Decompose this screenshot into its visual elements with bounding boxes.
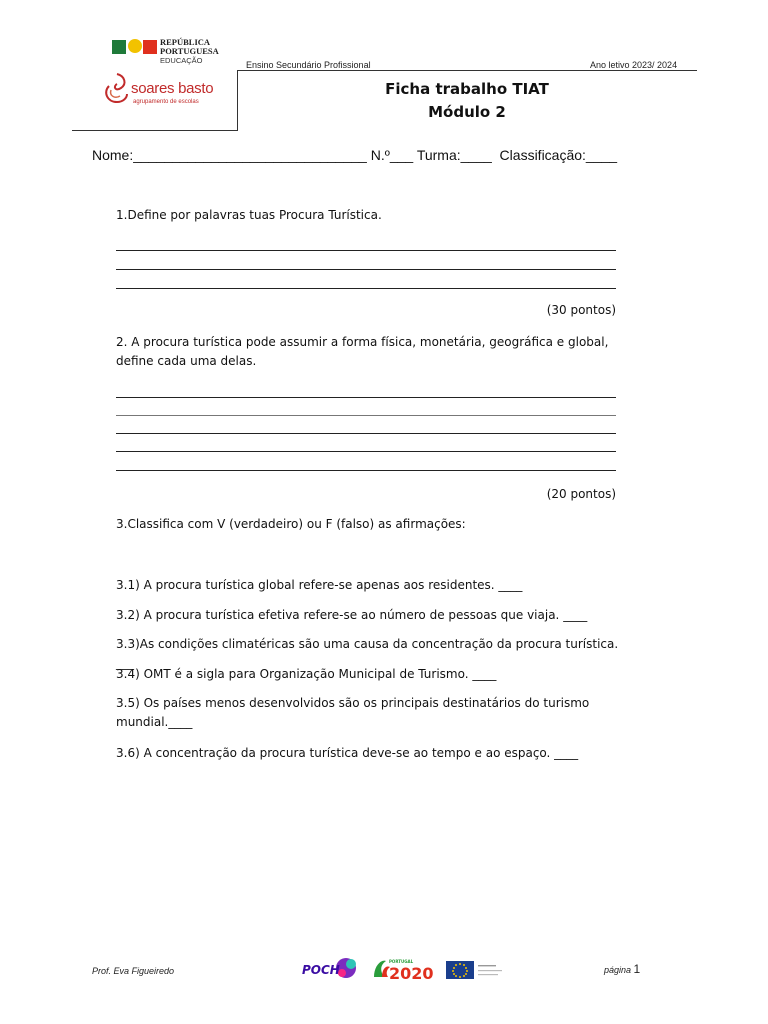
statement-3-2: 3.2) A procura turística efetiva refere-se ao número de pessoas que viaja. ____: [116, 608, 588, 622]
module-title: Módulo 2: [428, 103, 506, 121]
poch-text: POCH: [302, 963, 340, 977]
question-2-points: (20 pontos): [546, 487, 616, 501]
school-year-label: Ano letivo 2023/ 2024: [590, 60, 678, 70]
statement-3-5: [116, 694, 621, 732]
statement-3-5-line2: mundial.____: [116, 715, 193, 729]
answer-line: [116, 415, 616, 416]
course-label: Ensino Secundário Profissional: [246, 60, 371, 70]
school-name: soares basto: [131, 80, 214, 97]
european-union-logo: [446, 959, 506, 981]
answer-line: [116, 433, 616, 434]
document-title: Ficha trabalho TIAT: [385, 80, 549, 98]
poch-logo: [302, 955, 360, 981]
answer-line: [116, 269, 616, 270]
logo-educacao: EDUCAÇÃO: [160, 56, 203, 65]
eu-flag-icon: [446, 959, 506, 981]
logo-republica-line1: REPÚBLICA: [160, 37, 211, 47]
page-number: [604, 962, 640, 976]
answer-line: [116, 397, 616, 398]
question-1: 1.Define por palavras tuas Procura Turística.: [116, 208, 382, 222]
question-2-line2: define cada uma delas.: [116, 354, 257, 368]
answer-line: [116, 288, 616, 289]
year-2020-text: 2020: [389, 964, 434, 981]
student-info-line: Nome:______________________________ N.º___ Turma:____ Classificação:____: [92, 147, 618, 163]
portugal-text: PORTUGAL: [389, 959, 414, 964]
statement-3-3: 3.3)As condições climatéricas são uma causa da concentração da procura turística. ___: [116, 637, 619, 670]
logo-republica-line2: PORTUGUESA: [160, 45, 219, 56]
flag-red-square: [143, 40, 157, 54]
flag-green-square: [112, 40, 126, 54]
question-2-line1: 2. A procura turística pode assumir a forma física, monetária, geográfica e global,: [116, 335, 609, 349]
page-label: página: [604, 965, 632, 975]
question-3: 3.Classifica com V (verdadeiro) ou F (falso) as afirmações:: [116, 517, 466, 531]
flag-armillary-icon: [128, 39, 142, 53]
republica-portuguesa-logo: [112, 38, 222, 68]
question-2: [116, 333, 621, 371]
school-swirl-icon: [103, 72, 131, 106]
statement-3-5-line1: 3.5) Os países menos desenvolvidos são os principais destinatários do turismo: [116, 696, 590, 710]
poch-logo-graphic: [302, 955, 360, 981]
answer-line: [116, 250, 616, 251]
question-1-points: (30 pontos): [546, 303, 616, 317]
portugal-2020-logo: [372, 957, 438, 981]
footer-author: Prof. Eva Figueiredo: [92, 966, 175, 976]
portugal-2020-graphic: [372, 957, 438, 981]
school-logo: [103, 72, 233, 108]
statement-3-6: 3.6) A concentração da procura turística deve-se ao tempo e ao espaço. ____: [116, 746, 579, 760]
answer-line: [116, 470, 616, 471]
statement-3-4: 3.4) OMT é a sigla para Organização Municipal de Turismo. ____: [116, 667, 497, 681]
header-rule: [237, 70, 697, 71]
statement-3-1: 3.1) A procura turística global refere-se apenas aos residentes. ____: [116, 578, 523, 592]
page-number-value: 1: [633, 962, 641, 976]
answer-line: [116, 451, 616, 452]
school-subtitle: agrupamento de escolas: [133, 99, 199, 105]
